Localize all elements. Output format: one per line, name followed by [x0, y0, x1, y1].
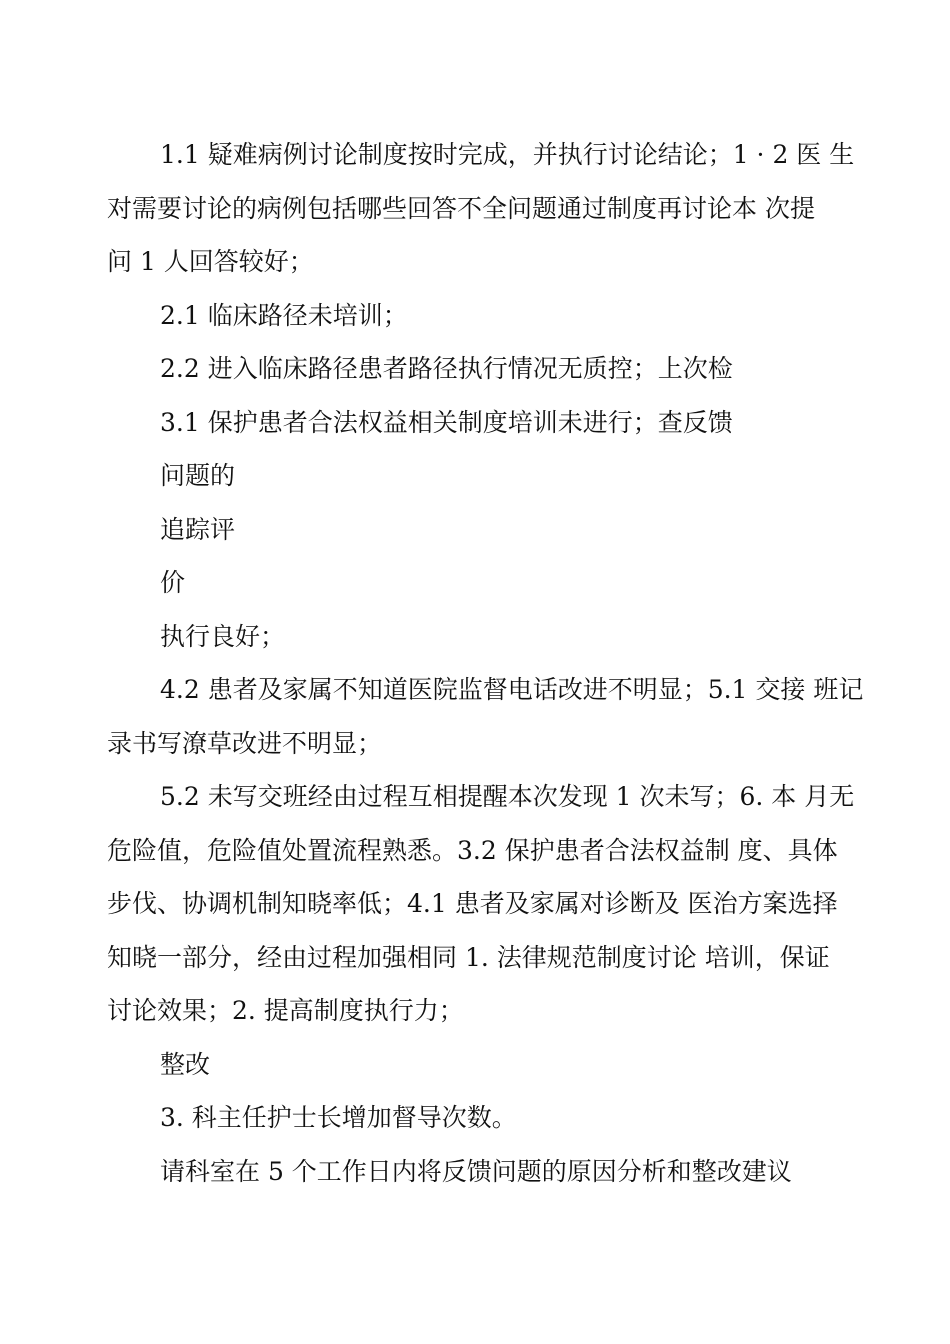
document-body [107, 128, 862, 1198]
text-line: 知晓一部分，经由过程加强相同 1. 法律规范制度讨论 培训，保证 [107, 942, 830, 972]
text-line: 讨论效果；2. 提高制度执行力； [107, 996, 464, 1025]
paragraph-3 [107, 342, 862, 396]
paragraph-12 [107, 1091, 862, 1145]
text-line: 2.2 进入临床路径患者路径执行情况无质控；上次检 [160, 354, 733, 383]
text-line: 录书写潦草改进不明显； [107, 728, 383, 758]
text-line: 请科室在 5 个工作日内将反馈问题的原因分析和整改建议 [160, 1156, 792, 1186]
paragraph-5 [107, 449, 862, 503]
text-line: 问 1 人回答较好； [107, 247, 314, 276]
paragraph-8 [107, 610, 862, 664]
text-line: 2.1 临床路径未培训； [160, 300, 408, 330]
text-line: 3. 科主任护士长增加督导次数。 [160, 1103, 517, 1132]
text-line: 执行良好； [160, 621, 286, 651]
paragraph-10 [107, 770, 862, 1038]
text-line: 价 [160, 568, 186, 597]
paragraph-2 [107, 289, 862, 343]
text-line: 1.1 疑难病例讨论制度按时完成，并执行讨论结论；1 · 2 医 生 [160, 140, 855, 169]
paragraph-9 [107, 663, 862, 770]
text-line: 对需要讨论的病例包括哪些回答不全问题通过制度再讨论本 次提 [107, 193, 815, 223]
paragraph-11 [107, 1038, 862, 1092]
paragraph-1 [107, 128, 862, 289]
text-line: 5.2 未写交班经由过程互相提醒本次发现 1 次未写；6. 本 月无 [160, 782, 855, 811]
paragraph-6 [107, 503, 862, 557]
text-line: 问题的 [160, 461, 236, 490]
text-line: 追踪评 [160, 514, 236, 544]
paragraph-4 [107, 396, 862, 450]
text-line: 4.2 患者及家属不知道医院监督电话改进不明显；5.1 交接 班记 [160, 675, 864, 704]
text-line: 3.1 保护患者合法权益相关制度培训未进行；查反馈 [160, 407, 733, 437]
paragraph-13 [107, 1145, 862, 1199]
text-line: 步伐、协调机制知晓率低；4.1 患者及家属对诊断及 医治方案选择 [107, 889, 838, 918]
text-line: 危险值，危险值处置流程熟悉。3.2 保护患者合法权益制 度、具体 [107, 835, 838, 865]
paragraph-7 [107, 556, 862, 610]
text-line: 整改 [160, 1049, 211, 1079]
